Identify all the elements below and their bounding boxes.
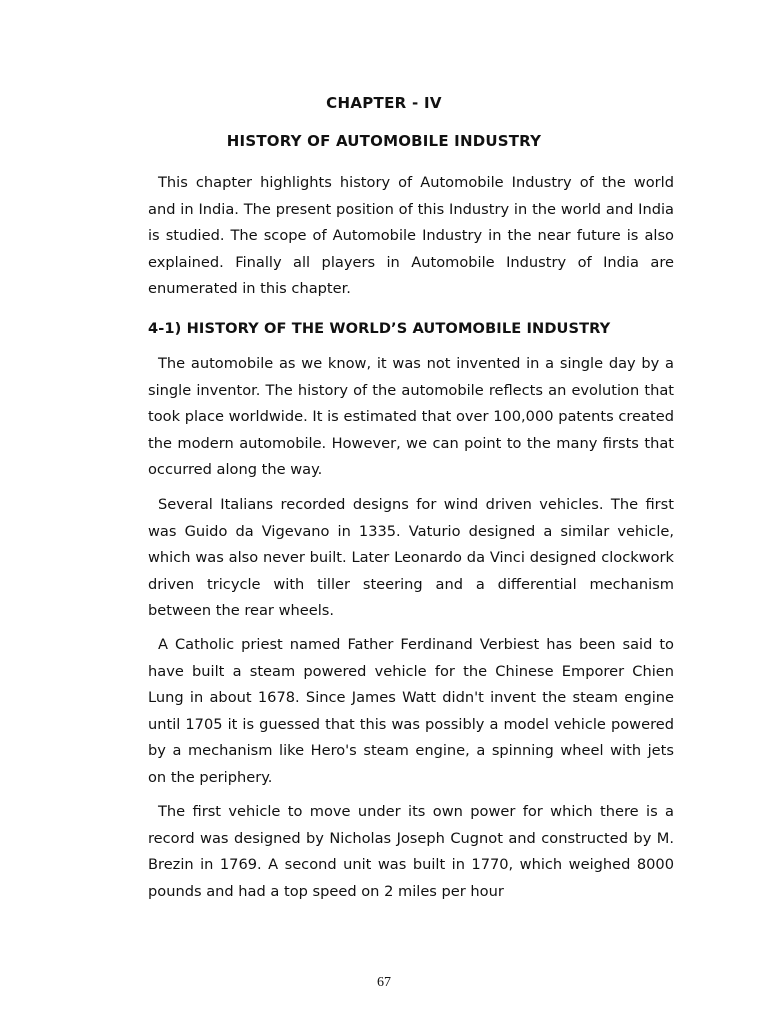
body-paragraph-4: The first vehicle to move under its own power for which there is a record was designed by Nicholas Joseph Cugnot and constructed by M. Brezin in 1769. A second unit was built in 1770, which weighed 8000 pounds and had a top speed on 2 miles per hour: [148, 803, 674, 900]
body-paragraph-1: The automobile as we know, it was not invented in a single day by a single inventor. The history of the automobile reflects an evolution that took place worldwide. It is estimated that over 100,000 patents created the modern automobile. However, we can point to the many firsts that occurred along the way.: [148, 355, 674, 479]
intro-paragraph: This chapter highlights history of Automobile Industry of the world and in India. The present position of this Industry in the world and India is studied. The scope of Automobile Industry in the near future is also explained. Finally all players in Automobile Industry of India are enumerated in this chapter.: [148, 174, 674, 298]
body-paragraph-2: Several Italians recorded designs for wind driven vehicles. The first was Guido da Vigevano in 1335. Vaturio designed a similar vehicle, which was also never built. Later Leonardo da Vinci designed clockwork driven tricycle with tiller steering and a differential mechanism between the rear wheels.: [148, 496, 674, 620]
body-paragraph-3: A Catholic priest named Father Ferdinand Verbiest has been said to have built a steam powered vehicle for the Chinese Emporer Chien Lung in about 1678. Since James Watt didn't invent the steam engine until 1705 it is guessed that this was possibly a model vehicle powered by a mechanism like Hero's steam engine, a spinning wheel with jets on the periphery.: [148, 636, 674, 786]
page-number: 67: [377, 975, 391, 990]
chapter-title: HISTORY OF AUTOMOBILE INDUSTRY: [226, 132, 542, 150]
section-heading: 4-1) HISTORY OF THE WORLD’S AUTOMOBILE INDUSTRY: [148, 320, 611, 337]
chapter-label: CHAPTER - IV: [326, 94, 442, 112]
